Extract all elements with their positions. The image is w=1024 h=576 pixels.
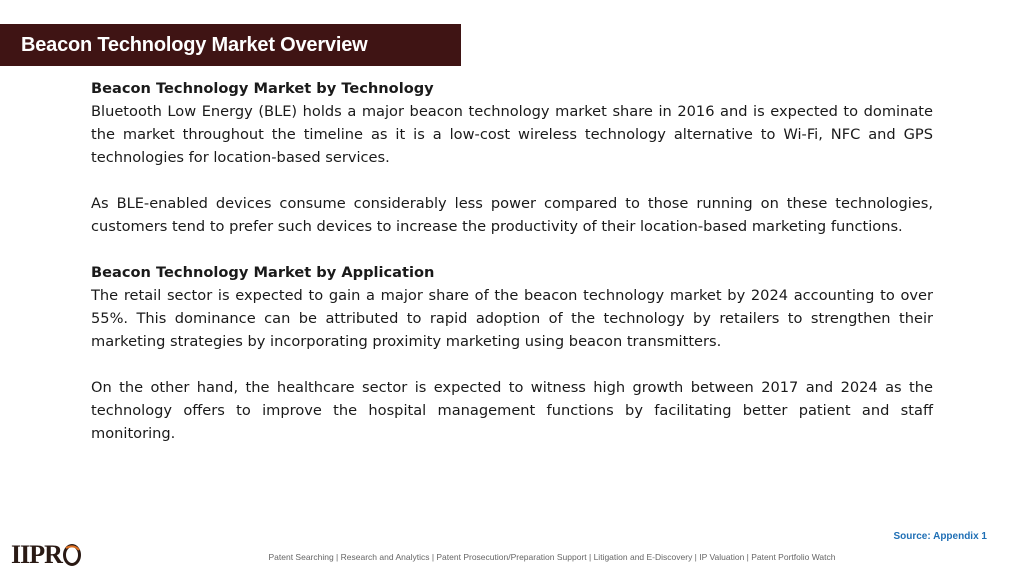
- content-body: [91, 77, 933, 468]
- paragraph: On the other hand, the healthcare sector is expected to witness high growth between 2017 and 2024 as the technology offers to improve the hospital management functions by facilitating better patient and staff monitoring.: [91, 379, 933, 442]
- paragraph: Bluetooth Low Energy (BLE) holds a major beacon technology market share in 2016 and is expected to dominate the market throughout the timeline as it is a low-cost wireless technology alternative to Wi-Fi, NFC and GPS technologies for location-based services.: [91, 103, 933, 166]
- paragraph: As BLE-enabled devices consume considerably less power compared to those running on these technologies, customers tend to prefer such devices to increase the productivity of their location-based marketing functions.: [91, 195, 933, 235]
- section-heading: Beacon Technology Market by Technology: [91, 80, 434, 97]
- section-application: [91, 261, 933, 445]
- footer-services: Patent Searching | Research and Analytics | Patent Prosecution/Preparation Support | Litigation and E-Discovery | IP Valuation | Patent Portfolio Watch: [268, 552, 836, 562]
- page-title: Beacon Technology Market Overview: [21, 33, 368, 56]
- source-note: Source: Appendix 1: [893, 531, 987, 542]
- paragraph: The retail sector is expected to gain a major share of the beacon technology market by 2024 accounting to over 55%. This dominance can be attributed to rapid adoption of the technology by retailers to strengthen their marketing strategies by incorporating proximity marketing using beacon transmitters.: [91, 287, 933, 350]
- section-heading: Beacon Technology Market by Application: [91, 264, 435, 281]
- title-bar: [0, 24, 461, 66]
- logo-text: IIPR: [11, 540, 62, 569]
- section-technology: [91, 77, 933, 238]
